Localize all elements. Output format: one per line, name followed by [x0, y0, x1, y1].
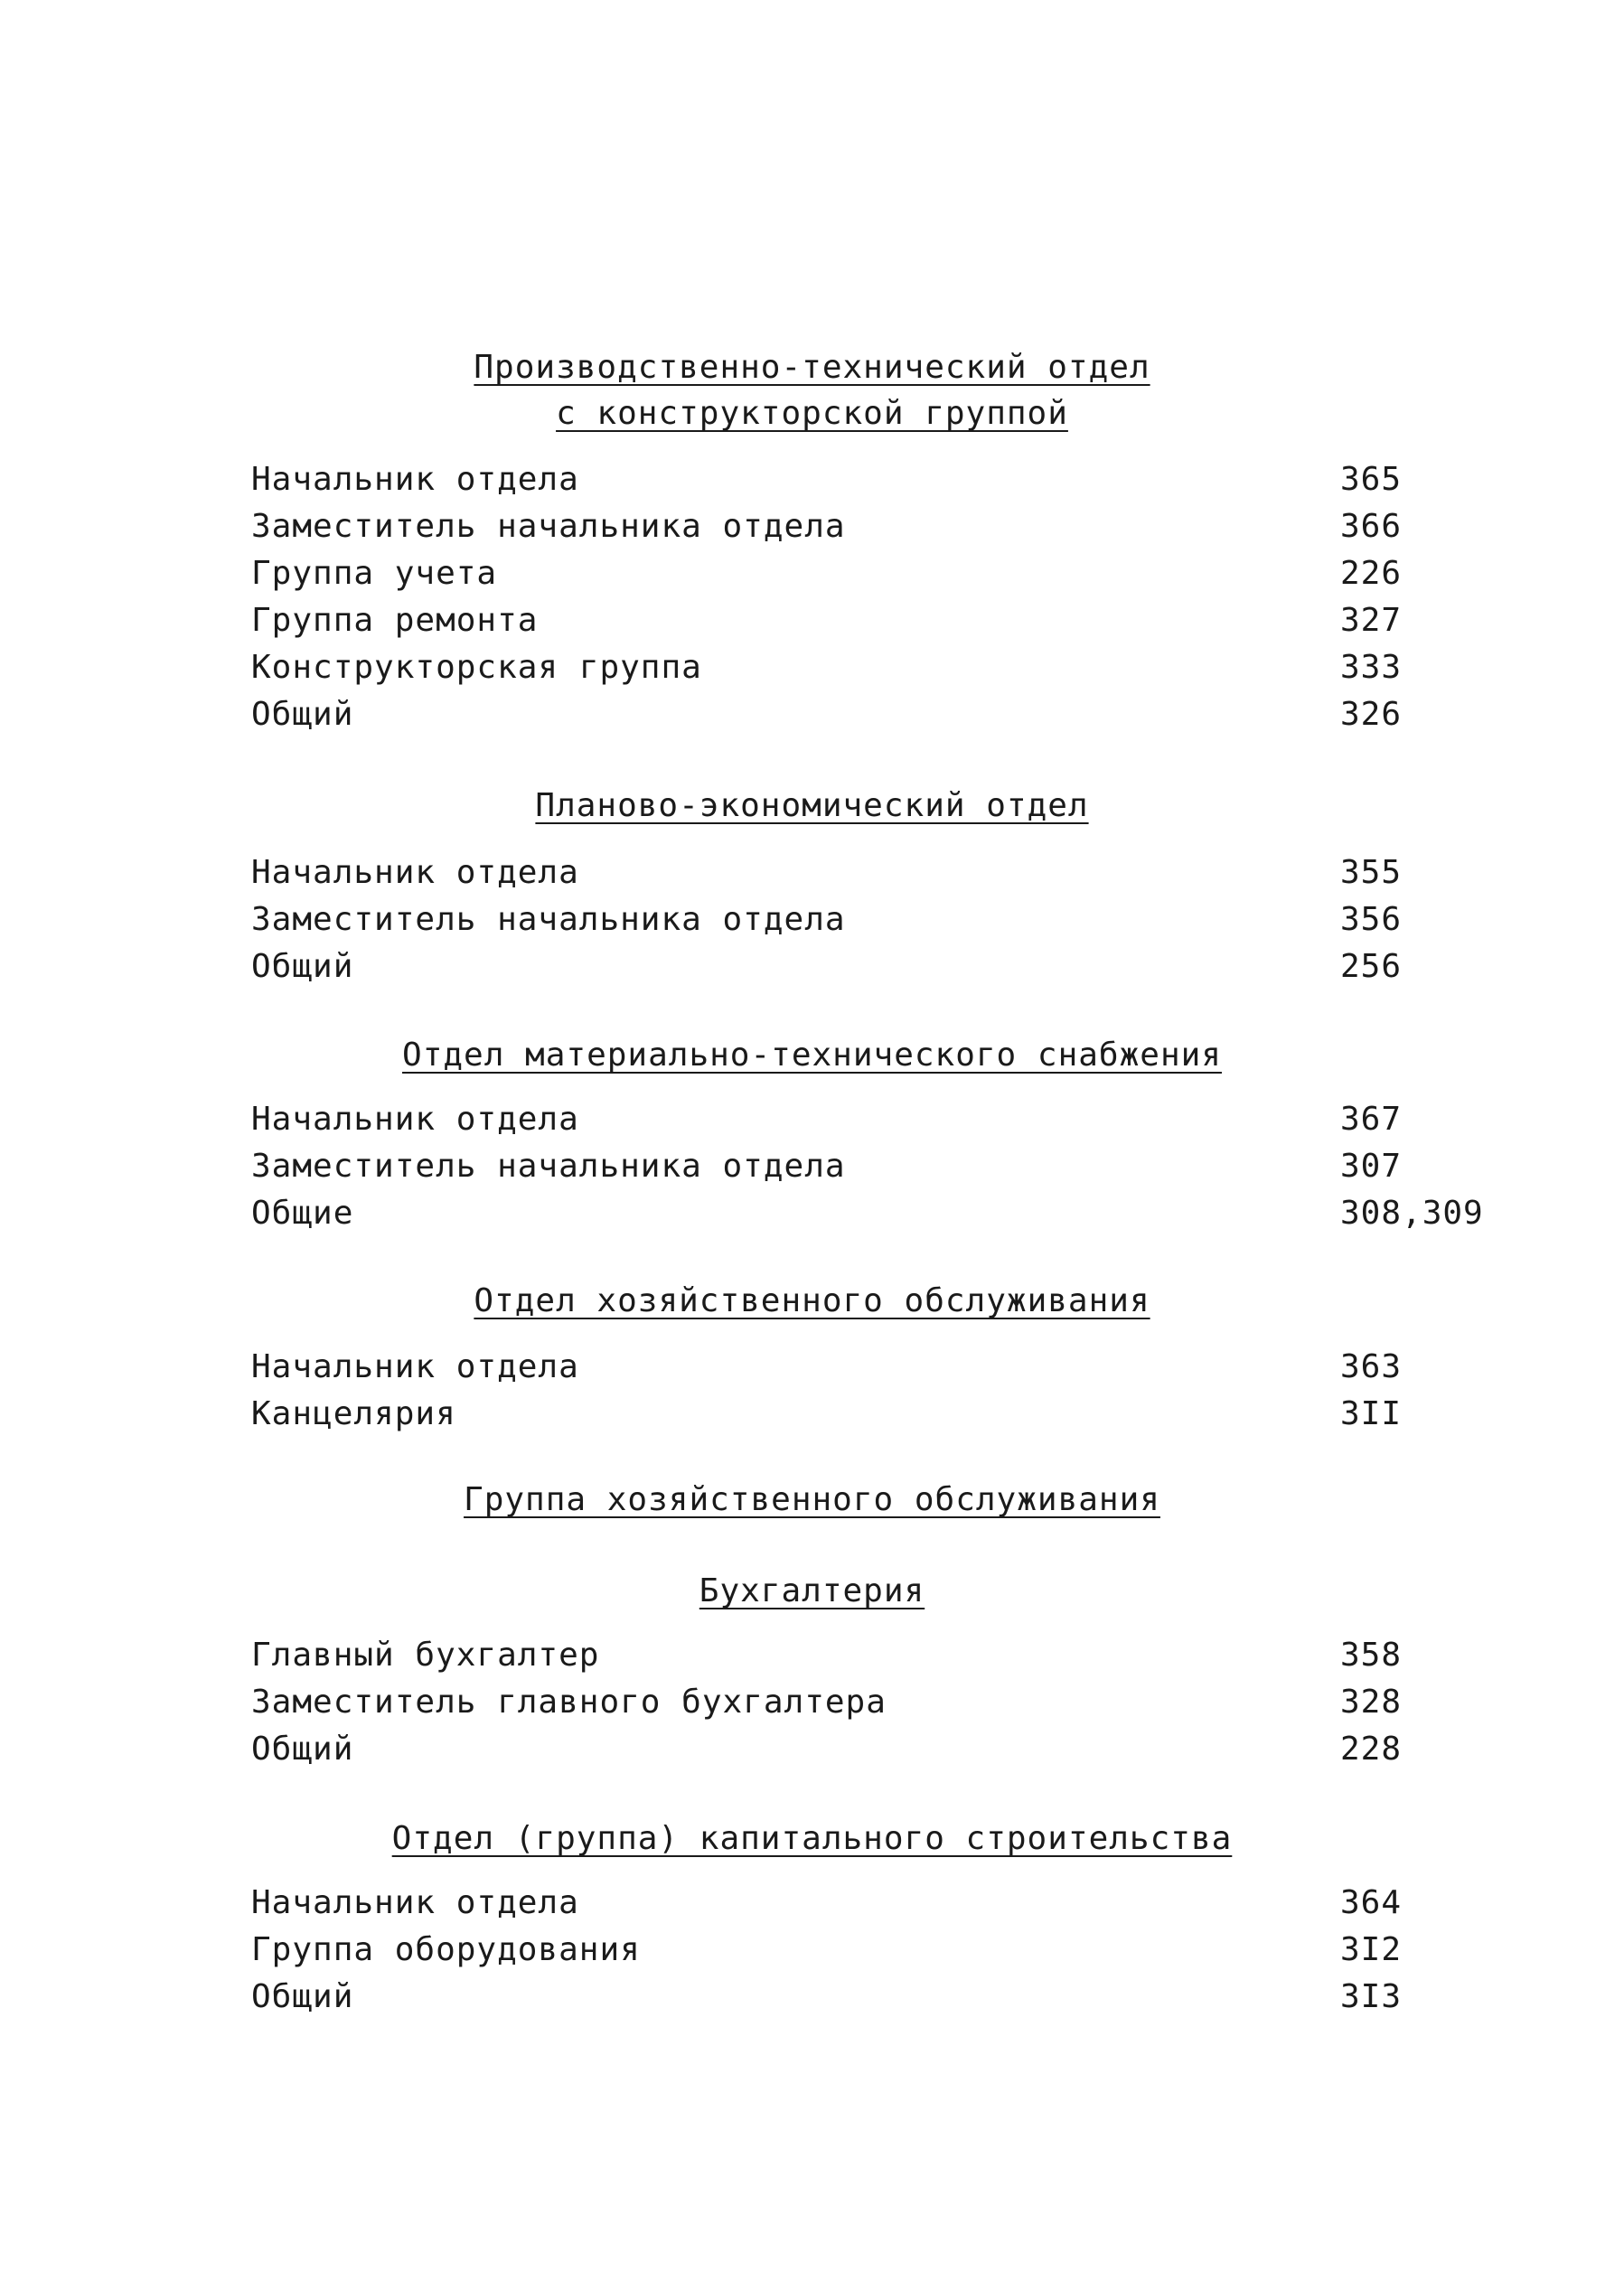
list-item [251, 896, 1480, 943]
entry-label: Заместитель начальника отдела [251, 901, 846, 938]
list-item [251, 1974, 1480, 2021]
entry-number: 327 [1340, 602, 1403, 639]
list-item [251, 503, 1480, 550]
entry-label: Главный бухгалтер [251, 1637, 600, 1674]
entry-label: Общий [251, 948, 354, 985]
section-title-household-service-group: Группа хозяйственного обслуживания [464, 1481, 1160, 1518]
entry-label: Общий [251, 1978, 354, 2015]
entry-label: Конструкторская группа [251, 649, 702, 686]
entry-label: Начальник отдела [251, 1101, 579, 1138]
entry-number: 367 [1340, 1101, 1403, 1138]
section-title-accounting: Бухгалтерия [699, 1572, 925, 1609]
entry-label: Заместитель главного бухгалтера [251, 1684, 887, 1721]
entry-label: Начальник отдела [251, 1348, 579, 1385]
entry-number: 3I2 [1340, 1931, 1403, 1968]
entry-number: 307 [1340, 1148, 1403, 1185]
entry-number: 366 [1340, 508, 1403, 545]
entry-number: 308,309 [1340, 1195, 1484, 1232]
entry-number: 364 [1340, 1884, 1403, 1921]
entry-label: Заместитель начальника отдела [251, 1148, 846, 1185]
list-item [251, 1096, 1480, 1143]
list-item [251, 1880, 1480, 1927]
section-title-production-technical: Производственно-технический отдел [474, 349, 1150, 386]
entry-number: 328 [1340, 1684, 1403, 1721]
section-title-production-technical-line2: с конструкторской группой [556, 395, 1068, 432]
entry-number: 355 [1340, 854, 1403, 891]
entry-label: Группа учета [251, 555, 498, 592]
list-item [251, 1143, 1480, 1190]
list-item [251, 691, 1480, 738]
entry-number: 256 [1340, 948, 1403, 985]
entry-label: Заместитель начальника отдела [251, 508, 846, 545]
list-item [251, 456, 1480, 503]
list-item [251, 1344, 1480, 1391]
entry-number: 356 [1340, 901, 1403, 938]
section-title-planning-economic: Планово-экономический отдел [535, 787, 1089, 824]
entry-label: Начальник отдела [251, 854, 579, 891]
entry-number: 365 [1340, 461, 1403, 498]
entry-number: 326 [1340, 696, 1403, 733]
entry-number: 358 [1340, 1637, 1403, 1674]
list-item [251, 1391, 1480, 1438]
list-item [251, 597, 1480, 644]
list-item [251, 550, 1480, 597]
entry-label: Начальник отдела [251, 461, 579, 498]
section-title-household-service-dept: Отдел хозяйственного обслуживания [474, 1282, 1150, 1319]
list-item [251, 1679, 1480, 1726]
entry-number: 228 [1340, 1731, 1403, 1768]
list-item [251, 644, 1480, 691]
entry-number: 333 [1340, 649, 1403, 686]
entry-label: Канцелярия [251, 1395, 456, 1432]
entry-label: Группа ремонта [251, 602, 539, 639]
entry-label: Группа оборудования [251, 1931, 641, 1968]
list-item [251, 849, 1480, 896]
entry-number: 363 [1340, 1348, 1403, 1385]
entry-number: 3I3 [1340, 1978, 1403, 2015]
entry-label: Общий [251, 696, 354, 733]
entry-number: 226 [1340, 555, 1403, 592]
entry-label: Начальник отдела [251, 1884, 579, 1921]
list-item [251, 1190, 1484, 1237]
entry-number: 3II [1340, 1395, 1403, 1432]
section-title-material-supply: Отдел материально-технического снабжения [402, 1037, 1222, 1074]
list-item [251, 1927, 1480, 1974]
entry-label: Общий [251, 1731, 354, 1768]
entry-label: Общие [251, 1195, 354, 1232]
section-title-capital-construction: Отдел (группа) капитального строительства [391, 1820, 1233, 1857]
list-item [251, 1726, 1480, 1773]
list-item [251, 943, 1480, 990]
list-item [251, 1632, 1480, 1679]
